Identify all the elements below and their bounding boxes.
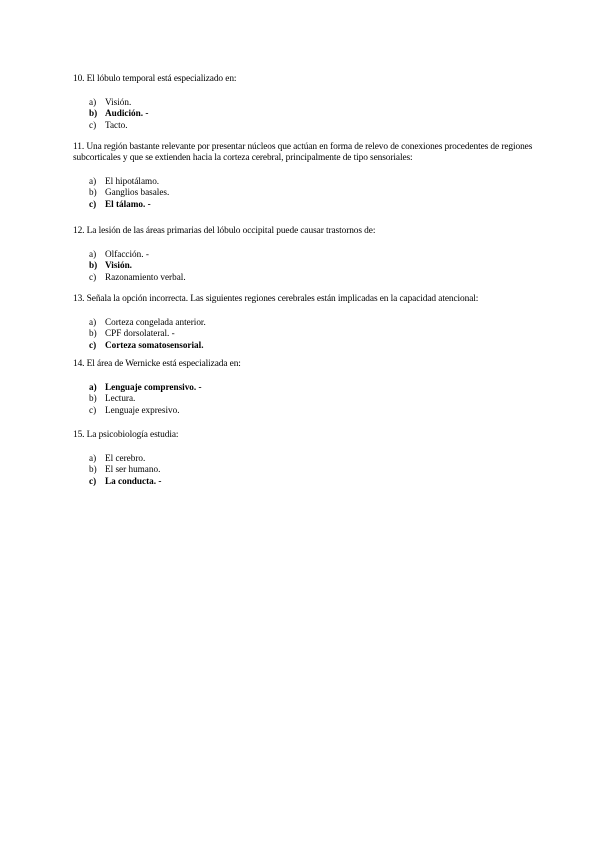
- question-11: [73, 142, 533, 210]
- option-a: [73, 382, 533, 393]
- option-letter: b): [89, 260, 98, 271]
- option-letter: c): [89, 119, 97, 130]
- option-list: [73, 176, 533, 210]
- option-text: Audición. -: [105, 108, 149, 119]
- option-b: [73, 260, 533, 271]
- option-c: [73, 272, 533, 283]
- question-14: [73, 359, 533, 416]
- option-letter: c): [89, 271, 97, 282]
- option-a: [73, 317, 533, 328]
- option-c: [73, 476, 533, 487]
- option-text: Olfacción. -: [105, 249, 149, 259]
- question-text: 10. El lóbulo temporal está especializado en:: [73, 74, 237, 84]
- option-letter: b): [89, 328, 97, 339]
- option-b: [73, 108, 533, 119]
- option-c: [73, 340, 533, 351]
- option-text: Razonamiento verbal.: [105, 271, 186, 282]
- option-letter: a): [89, 453, 97, 463]
- option-b: [73, 328, 533, 339]
- option-text: Corteza congelada anterior.: [105, 317, 206, 327]
- option-letter: b): [89, 108, 98, 119]
- question-text: 14. El área de Wernicke está especializada en:: [73, 359, 241, 369]
- option-list: [73, 317, 533, 351]
- option-list: [73, 97, 533, 131]
- option-a: [73, 453, 533, 464]
- option-c: [73, 405, 533, 416]
- option-text: Lenguaje comprensivo. -: [105, 382, 202, 392]
- question-text: 13. Señala la opción incorrecta. Las siguientes regiones cerebrales están implicadas en la capacidad atencional:: [73, 294, 479, 304]
- question-15: [73, 430, 533, 487]
- option-letter: c): [89, 339, 97, 350]
- option-c: [73, 120, 533, 131]
- option-b: [73, 393, 533, 404]
- option-text: Visión.: [105, 97, 132, 107]
- option-a: [73, 97, 533, 108]
- option-letter: c): [89, 198, 97, 209]
- option-letter: a): [89, 382, 97, 392]
- option-text: La conducta. -: [105, 475, 162, 486]
- option-text: El hipotálamo.: [105, 176, 160, 186]
- option-text: El cerebro.: [105, 453, 146, 463]
- option-b: [73, 464, 533, 475]
- question-text: 11. Una región bastante relevante por presentar núcleos que actúan en forma de relevo de conexiones procedentes de regiones subcorticales y que se extienden hacia la corteza cerebral, principalmente de tipo sensoriales:: [73, 142, 533, 163]
- option-text: Lectura.: [105, 393, 136, 404]
- option-text: El tálamo. -: [105, 198, 151, 209]
- option-text: Tacto.: [105, 119, 128, 130]
- option-letter: b): [89, 187, 97, 198]
- question-12: [73, 226, 533, 283]
- option-c: [73, 199, 533, 210]
- option-a: [73, 249, 533, 260]
- option-letter: a): [89, 176, 97, 186]
- option-letter: c): [89, 404, 97, 415]
- option-text: El ser humano.: [105, 464, 161, 475]
- option-letter: b): [89, 393, 97, 404]
- option-list: [73, 382, 533, 416]
- option-letter: a): [89, 249, 97, 259]
- option-text: Lenguaje expresivo.: [105, 404, 180, 415]
- question-10: [73, 74, 533, 131]
- question-text: 15. La psicobiología estudia:: [73, 430, 179, 440]
- option-letter: c): [89, 475, 97, 486]
- option-letter: b): [89, 464, 97, 475]
- question-13: [73, 294, 533, 351]
- option-text: Visión.: [105, 260, 132, 271]
- option-text: Corteza somatosensorial.: [105, 339, 204, 350]
- option-list: [73, 453, 533, 487]
- option-text: Ganglios basales.: [105, 187, 170, 198]
- option-b: [73, 187, 533, 198]
- option-letter: a): [89, 97, 97, 107]
- question-text: 12. La lesión de las áreas primarias del lóbulo occipital puede causar trastornos de:: [73, 226, 376, 236]
- option-text: CPF dorsolateral. -: [105, 328, 175, 339]
- option-a: [73, 176, 533, 187]
- option-letter: a): [89, 317, 97, 327]
- option-list: [73, 249, 533, 283]
